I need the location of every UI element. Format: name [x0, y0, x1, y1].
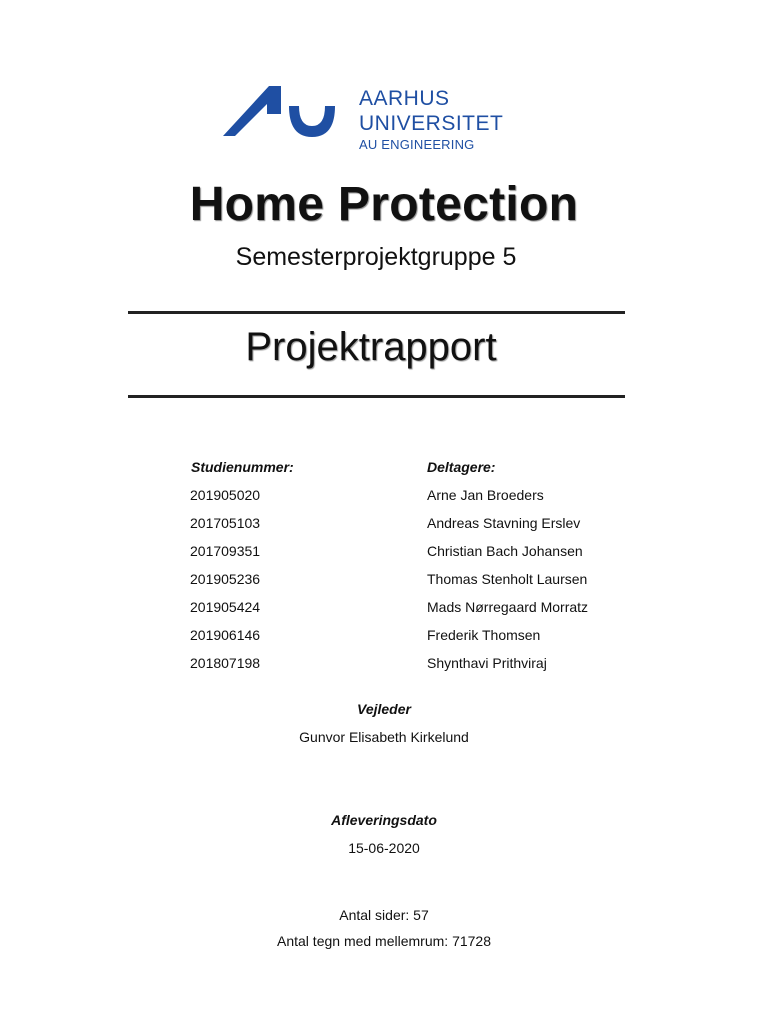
- student-number: 201709351: [190, 543, 261, 559]
- bottom-divider: [128, 395, 625, 398]
- student-number: 201905424: [190, 599, 261, 615]
- student-number: 201807198: [190, 655, 261, 671]
- student-number: 201905020: [190, 487, 261, 503]
- delivery-date: 15-06-2020: [348, 840, 420, 856]
- au-logo-wordmark: [359, 88, 503, 151]
- page-count: Antal sider: 57: [339, 907, 429, 923]
- student-number: 201906146: [190, 627, 261, 643]
- participant-name: Frederik Thomsen: [427, 627, 541, 643]
- supervisor-label: Vejleder: [357, 701, 411, 717]
- logo-line-engineering: AU ENGINEERING: [359, 137, 475, 152]
- participant-name: Shynthavi Prithviraj: [427, 655, 547, 671]
- character-count: Antal tegn med mellemrum: 71728: [277, 933, 491, 949]
- student-number: 201905236: [190, 571, 261, 587]
- supervisor-name: Gunvor Elisabeth Kirkelund: [299, 729, 469, 745]
- participant-name: Andreas Stavning Erslev: [427, 515, 581, 531]
- au-logo: [223, 82, 513, 166]
- delivery-date-label: Afleveringsdato: [331, 812, 437, 828]
- student-number-header: Studienummer:: [191, 459, 294, 475]
- participant-name: Arne Jan Broeders: [427, 487, 544, 503]
- logo-line-universitet: UNIVERSITET: [359, 112, 504, 135]
- participant-name: Thomas Stenholt Laursen: [427, 571, 588, 587]
- participants-header: Deltagere:: [427, 459, 496, 475]
- student-number: 201705103: [190, 515, 261, 531]
- participant-name: Mads Nørregaard Morratz: [427, 599, 589, 615]
- document-title: Home Protection: [189, 178, 579, 231]
- report-title: Projektrapport: [245, 325, 497, 369]
- document-subtitle: Semesterprojektgruppe 5: [235, 243, 517, 271]
- au-logo-mark-icon: [223, 84, 335, 140]
- top-divider: [128, 311, 625, 314]
- logo-line-aarhus: AARHUS: [359, 87, 450, 110]
- participant-name: Christian Bach Johansen: [427, 543, 583, 559]
